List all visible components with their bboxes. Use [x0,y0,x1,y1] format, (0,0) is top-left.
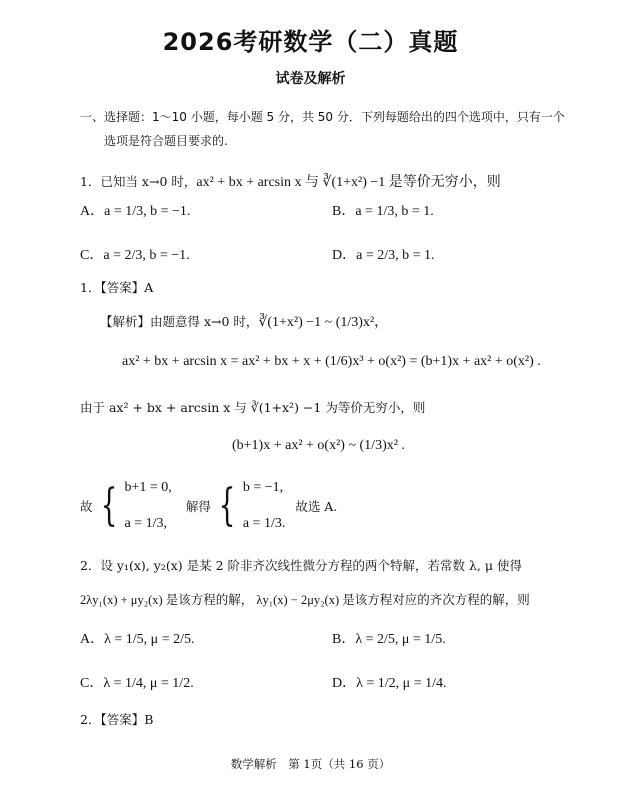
page-subtitle: 试卷及解析 [275,71,346,87]
q1-system1-eq1: b+1 = 0, [124,480,172,495]
q1-solve-word: 解得 [185,499,211,514]
page-title: 2026考研数学（二）真题 [162,28,459,56]
q1-system1-eq2: a = 1/3, [124,516,168,531]
q2-option-b: B．λ = 2/5, μ = 1/5. [332,632,446,647]
section-intro-line1: 一、选择题：1～10 小题，每小题 5 分，共 50 分．下列每题给出的四个选项中，只有一个 [80,110,565,124]
q2-option-c: C．λ = 1/4, μ = 1/2. [80,676,194,691]
q1-analysis-expr4: (b+1)x + ax² + o(x²) ~ (1/3)x² . [232,438,405,453]
q1-option-c: C．a = 2/3, b = −1. [80,248,190,263]
page-footer: 数学解析 第 1页（共 16 页） [230,757,391,771]
q1-conclusion-suffix: 故选 A. [295,499,338,514]
q2-answer: 2．【答案】B [80,712,154,727]
q1-system2-eq1: b = −1, [242,480,284,495]
q1-answer: 1．【答案】A [80,280,154,295]
q1-option-d: D．a = 2/3, b = 1. [332,248,435,263]
section-intro-line2: 选项是符合题目要求的. [104,134,228,148]
q2-stem-line2: 2λy₁(x) + μy₂(x) 是该方程的解， λy₁(x) − 2μy₂(x) 是该方程对应的齐次方程的解，则 [80,593,530,607]
left-brace-icon: { [100,480,117,531]
q1-conclusion-prefix: 故 [80,499,93,514]
q1-option-b: B．a = 1/3, b = 1. [332,204,434,219]
q1-analysis-label: 【解析】由题意得 x→0 时， [100,314,259,329]
q1-system1 [125,480,172,532]
q2-stem-line1: 2．设 y₁(x), y₂(x) 是某 2 阶非齐次线性微分方程的两个特解，若常数 λ, μ 使得 [80,558,522,573]
q1-stem-prefix: 1．已知当 x→0 时， [80,174,197,189]
q1-stem-expr: ax² + bx + arcsin x 与 ∛(1+x²) −1 是等价无穷小，则 [196,175,501,190]
q2-option-a: A．λ = 1/5, μ = 2/5. [80,632,195,647]
q1-system2-eq2: a = 1/3. [242,516,286,531]
q1-option-a: A．a = 1/3, b = −1. [80,204,191,219]
q1-system2 [243,480,286,532]
q2-option-d: D．λ = 1/2, μ = 1/4. [332,676,447,691]
q1-analysis-expr2: ax² + bx + arcsin x = ax² + bx + x + (1/6)x³ + o(x²) = (b+1)x + ax² + o(x²) . [122,354,541,369]
q1-conclusion [80,480,337,532]
q1-analysis-line3: 由于 ax² + bx + arcsin x 与 ∛(1+x²) −1 为等价无穷小，则 [80,400,426,415]
q1-analysis-line1 [100,312,388,333]
q1-analysis-expr1: ∛(1+x²) −1 ~ (1/3)x²， [258,315,389,330]
q1-stem [80,172,501,193]
left-brace-icon-2: { [218,480,236,531]
